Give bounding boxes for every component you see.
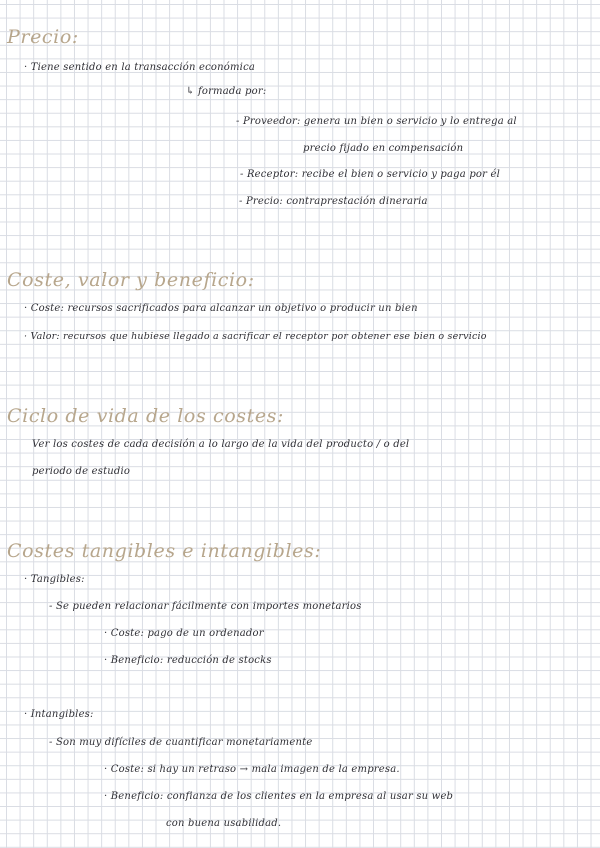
heading-ciclo-de-vida: Ciclo de vida de los costes: [7,405,285,427]
intangibles-line-3: · Beneficio: confianza de los clientes en la empresa al usar su web [104,791,454,802]
precio-line-4: precio fijado en compensación [303,143,464,154]
heading-precio: Precio: [7,26,79,48]
tangibles-line-2: · Coste: pago de un ordenador [104,628,264,639]
coste-valor-line-1: · Coste: recursos sacrificados para alcanzar un objetivo o producir un bien [24,303,418,314]
heading-costes-tangibles-intangibles: Costes tangibles e intangibles: [7,540,322,562]
heading-coste-valor-beneficio: Coste, valor y beneficio: [7,269,255,291]
precio-line-6: - Precio: contraprestación dineraria [239,196,428,207]
tangibles-label: · Tangibles: [24,574,85,585]
intangibles-line-4: con buena usabilidad. [166,818,282,829]
precio-line-5: - Receptor: recibe el bien o servicio y paga por él [240,169,501,180]
intangibles-label: · Intangibles: [24,709,94,720]
tangibles-line-1: - Se pueden relacionar fácilmente con importes monetarios [49,601,362,612]
ciclo-line-2: periodo de estudio [32,466,131,477]
coste-valor-line-2: · Valor: recursos que hubiese llegado a sacrificar el receptor por obtener ese bien o servicio [24,331,487,342]
intangibles-line-2: · Coste: si hay un retraso → mala imagen de la empresa. [104,764,400,775]
precio-line-3: - Proveedor: genera un bien o servicio y lo entrega al [236,116,517,127]
tangibles-line-3: · Beneficio: reducción de stocks [104,655,272,666]
precio-line-1: · Tiene sentido en la transacción económica [24,62,256,73]
ciclo-line-1: Ver los costes de cada decisión a lo largo de la vida del producto / o del [32,439,410,450]
intangibles-line-1: - Son muy difíciles de cuantificar monetariamente [49,737,313,748]
precio-line-2: ↳ formada por: [186,86,267,97]
